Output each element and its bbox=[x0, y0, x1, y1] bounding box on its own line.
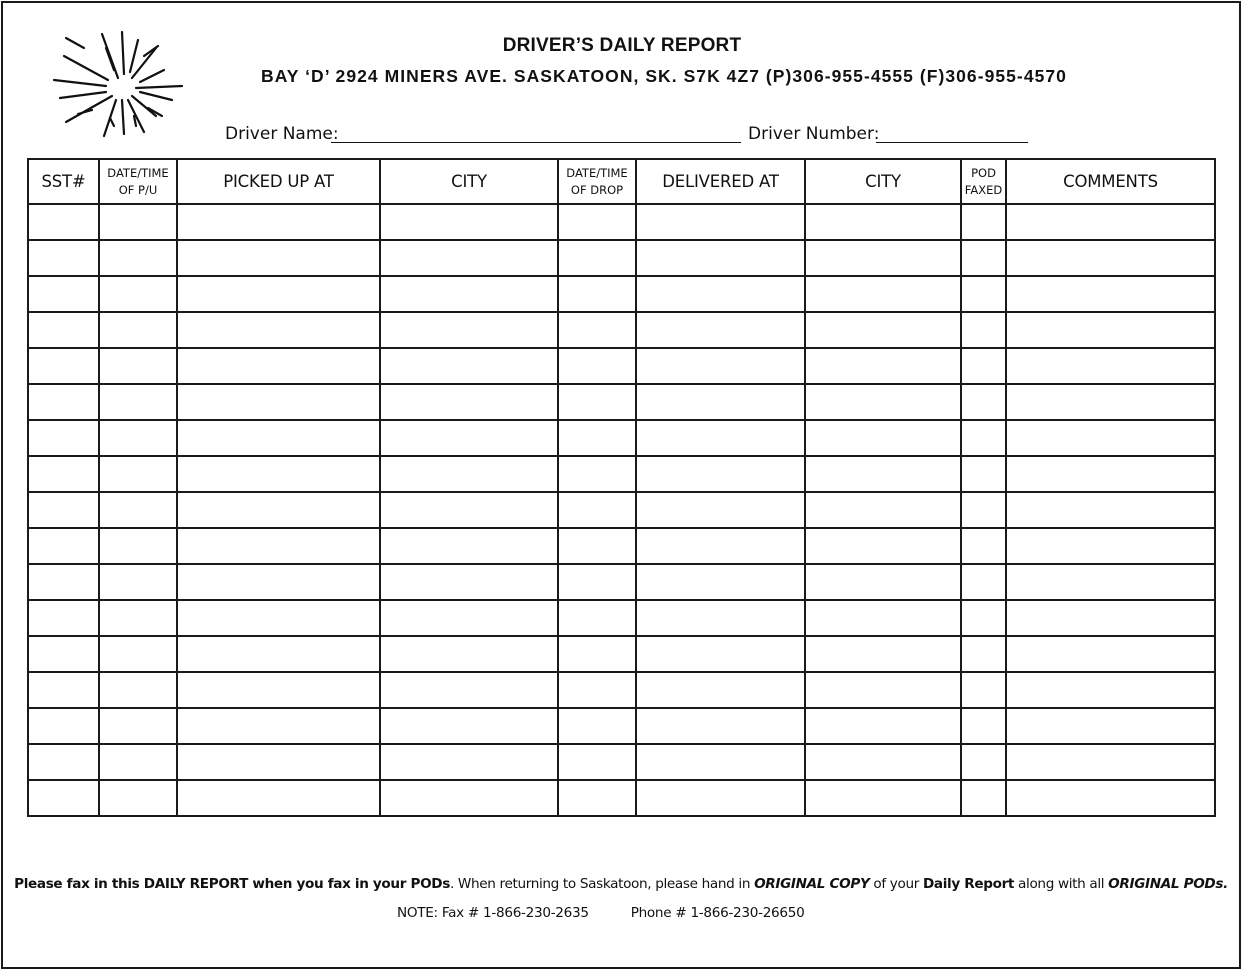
cell-pickup-datetime[interactable] bbox=[99, 348, 177, 384]
table-row bbox=[28, 744, 1215, 780]
cell-pickup-datetime[interactable] bbox=[99, 492, 177, 528]
table-row bbox=[28, 348, 1215, 384]
cell-drop-datetime[interactable] bbox=[558, 744, 636, 780]
cell-delivery-city[interactable] bbox=[805, 204, 961, 240]
cell-pickup-city[interactable] bbox=[380, 240, 558, 276]
cell-pickup-datetime[interactable] bbox=[99, 276, 177, 312]
table-row bbox=[28, 564, 1215, 600]
col-header-pickup-city: CITY bbox=[380, 159, 558, 204]
cell-drop-datetime[interactable] bbox=[558, 780, 636, 816]
cell-sst[interactable] bbox=[28, 780, 99, 816]
cell-pickup-datetime[interactable] bbox=[99, 312, 177, 348]
cell-delivered-at[interactable] bbox=[636, 600, 805, 636]
table-row bbox=[28, 636, 1215, 672]
cell-comments[interactable] bbox=[1006, 420, 1215, 456]
cell-pickup-city[interactable] bbox=[380, 780, 558, 816]
fax-number: NOTE: Fax # 1-866-230-2635 bbox=[397, 905, 589, 921]
cell-delivery-city[interactable] bbox=[805, 384, 961, 420]
cell-pickup-city[interactable] bbox=[380, 348, 558, 384]
cell-delivery-city[interactable] bbox=[805, 708, 961, 744]
cell-pickup-datetime[interactable] bbox=[99, 456, 177, 492]
table-row bbox=[28, 204, 1215, 240]
cell-drop-datetime[interactable] bbox=[558, 564, 636, 600]
cell-sst[interactable] bbox=[28, 384, 99, 420]
cell-delivered-at[interactable] bbox=[636, 708, 805, 744]
cell-comments[interactable] bbox=[1006, 672, 1215, 708]
cell-comments[interactable] bbox=[1006, 492, 1215, 528]
cell-picked-up-at[interactable] bbox=[177, 348, 380, 384]
driver-number-field[interactable] bbox=[876, 142, 1028, 143]
cell-delivery-city[interactable] bbox=[805, 780, 961, 816]
cell-drop-datetime[interactable] bbox=[558, 384, 636, 420]
cell-delivery-city[interactable] bbox=[805, 744, 961, 780]
col-header-comments: COMMENTS bbox=[1006, 159, 1215, 204]
cell-sst[interactable] bbox=[28, 348, 99, 384]
table-row bbox=[28, 528, 1215, 564]
cell-pickup-city[interactable] bbox=[380, 636, 558, 672]
cell-comments[interactable] bbox=[1006, 600, 1215, 636]
cell-sst[interactable] bbox=[28, 240, 99, 276]
cell-pickup-datetime[interactable] bbox=[99, 384, 177, 420]
cell-delivered-at[interactable] bbox=[636, 420, 805, 456]
cell-picked-up-at[interactable] bbox=[177, 384, 380, 420]
cell-picked-up-at[interactable] bbox=[177, 204, 380, 240]
cell-drop-datetime[interactable] bbox=[558, 240, 636, 276]
cell-sst[interactable] bbox=[28, 276, 99, 312]
cell-picked-up-at[interactable] bbox=[177, 528, 380, 564]
cell-delivery-city[interactable] bbox=[805, 528, 961, 564]
cell-delivery-city[interactable] bbox=[805, 600, 961, 636]
table-row bbox=[28, 780, 1215, 816]
cell-pod-faxed[interactable] bbox=[961, 456, 1006, 492]
cell-drop-datetime[interactable] bbox=[558, 492, 636, 528]
cell-pickup-city[interactable] bbox=[380, 312, 558, 348]
cell-comments[interactable] bbox=[1006, 636, 1215, 672]
cell-comments[interactable] bbox=[1006, 744, 1215, 780]
cell-pickup-datetime[interactable] bbox=[99, 564, 177, 600]
cell-drop-datetime[interactable] bbox=[558, 708, 636, 744]
company-address: BAY ‘D’ 2924 MINERS AVE. SASKATOON, SK. S7K 4Z7 (P)306-955-4555 (F)306-955-4570 bbox=[261, 66, 1067, 86]
cell-delivery-city[interactable] bbox=[805, 348, 961, 384]
cell-delivery-city[interactable] bbox=[805, 672, 961, 708]
cell-sst[interactable] bbox=[28, 636, 99, 672]
cell-pod-faxed[interactable] bbox=[961, 240, 1006, 276]
cell-sst[interactable] bbox=[28, 672, 99, 708]
cell-pickup-city[interactable] bbox=[380, 528, 558, 564]
driver-name-field[interactable] bbox=[331, 142, 741, 143]
cell-pod-faxed[interactable] bbox=[961, 276, 1006, 312]
cell-picked-up-at[interactable] bbox=[177, 636, 380, 672]
cell-comments[interactable] bbox=[1006, 348, 1215, 384]
table-row bbox=[28, 240, 1215, 276]
cell-picked-up-at[interactable] bbox=[177, 672, 380, 708]
cell-pickup-datetime[interactable] bbox=[99, 708, 177, 744]
cell-pod-faxed[interactable] bbox=[961, 492, 1006, 528]
cell-picked-up-at[interactable] bbox=[177, 600, 380, 636]
cell-delivery-city[interactable] bbox=[805, 312, 961, 348]
cell-delivered-at[interactable] bbox=[636, 204, 805, 240]
cell-pod-faxed[interactable] bbox=[961, 564, 1006, 600]
cell-drop-datetime[interactable] bbox=[558, 312, 636, 348]
cell-pickup-city[interactable] bbox=[380, 672, 558, 708]
cell-delivery-city[interactable] bbox=[805, 492, 961, 528]
cell-delivered-at[interactable] bbox=[636, 240, 805, 276]
cell-pickup-city[interactable] bbox=[380, 420, 558, 456]
cell-pickup-datetime[interactable] bbox=[99, 636, 177, 672]
cell-pickup-city[interactable] bbox=[380, 708, 558, 744]
cell-comments[interactable] bbox=[1006, 384, 1215, 420]
table-row bbox=[28, 276, 1215, 312]
cell-drop-datetime[interactable] bbox=[558, 204, 636, 240]
cell-pickup-city[interactable] bbox=[380, 564, 558, 600]
cell-sst[interactable] bbox=[28, 744, 99, 780]
cell-pickup-datetime[interactable] bbox=[99, 240, 177, 276]
col-header-delivery-city: CITY bbox=[805, 159, 961, 204]
cell-pickup-city[interactable] bbox=[380, 384, 558, 420]
cell-drop-datetime[interactable] bbox=[558, 348, 636, 384]
cell-comments[interactable] bbox=[1006, 276, 1215, 312]
col-header-drop-datetime: DATE/TIME OF DROP bbox=[558, 159, 636, 204]
phone-number: Phone # 1-866-230-26650 bbox=[630, 905, 805, 921]
cell-picked-up-at[interactable] bbox=[177, 420, 380, 456]
cell-sst[interactable] bbox=[28, 312, 99, 348]
cell-pickup-city[interactable] bbox=[380, 276, 558, 312]
cell-picked-up-at[interactable] bbox=[177, 780, 380, 816]
cell-comments[interactable] bbox=[1006, 456, 1215, 492]
table-row bbox=[28, 384, 1215, 420]
cell-pickup-city[interactable] bbox=[380, 204, 558, 240]
col-header-delivered-at: DELIVERED AT bbox=[636, 159, 805, 204]
cell-drop-datetime[interactable] bbox=[558, 600, 636, 636]
col-header-pod-faxed: POD FAXED bbox=[961, 159, 1006, 204]
cell-pod-faxed[interactable] bbox=[961, 672, 1006, 708]
cell-pickup-datetime[interactable] bbox=[99, 672, 177, 708]
col-header-pickup-datetime: DATE/TIME OF P/U bbox=[99, 159, 177, 204]
report-table-container bbox=[27, 158, 1216, 817]
cell-pod-faxed[interactable] bbox=[961, 348, 1006, 384]
cell-pickup-datetime[interactable] bbox=[99, 528, 177, 564]
cell-pickup-datetime[interactable] bbox=[99, 780, 177, 816]
cell-comments[interactable] bbox=[1006, 528, 1215, 564]
cell-delivery-city[interactable] bbox=[805, 420, 961, 456]
cell-delivery-city[interactable] bbox=[805, 276, 961, 312]
cell-comments[interactable] bbox=[1006, 204, 1215, 240]
cell-pod-faxed[interactable] bbox=[961, 708, 1006, 744]
cell-sst[interactable] bbox=[28, 420, 99, 456]
cell-pod-faxed[interactable] bbox=[961, 204, 1006, 240]
cell-picked-up-at[interactable] bbox=[177, 564, 380, 600]
col-header-picked-up-at: PICKED UP AT bbox=[177, 159, 380, 204]
cell-picked-up-at[interactable] bbox=[177, 276, 380, 312]
cell-picked-up-at[interactable] bbox=[177, 492, 380, 528]
cell-drop-datetime[interactable] bbox=[558, 456, 636, 492]
cell-sst[interactable] bbox=[28, 492, 99, 528]
cell-pickup-city[interactable] bbox=[380, 744, 558, 780]
cell-pickup-city[interactable] bbox=[380, 492, 558, 528]
col-header-sst: SST# bbox=[28, 159, 99, 204]
cell-delivered-at[interactable] bbox=[636, 564, 805, 600]
cell-delivered-at[interactable] bbox=[636, 384, 805, 420]
cell-drop-datetime[interactable] bbox=[558, 276, 636, 312]
cell-sst[interactable] bbox=[28, 456, 99, 492]
cell-delivered-at[interactable] bbox=[636, 528, 805, 564]
cell-delivered-at[interactable] bbox=[636, 672, 805, 708]
cell-delivery-city[interactable] bbox=[805, 564, 961, 600]
table-row bbox=[28, 672, 1215, 708]
footer-contact bbox=[397, 905, 804, 921]
cell-picked-up-at[interactable] bbox=[177, 744, 380, 780]
table-row bbox=[28, 492, 1215, 528]
cell-pod-faxed[interactable] bbox=[961, 636, 1006, 672]
page-title: DRIVER’S DAILY REPORT bbox=[502, 35, 742, 56]
cell-drop-datetime[interactable] bbox=[558, 672, 636, 708]
cell-sst[interactable] bbox=[28, 564, 99, 600]
report-table-body bbox=[28, 204, 1215, 816]
cell-delivery-city[interactable] bbox=[805, 240, 961, 276]
cell-delivered-at[interactable] bbox=[636, 780, 805, 816]
cell-sst[interactable] bbox=[28, 204, 99, 240]
cell-pickup-datetime[interactable] bbox=[99, 204, 177, 240]
cell-pickup-datetime[interactable] bbox=[99, 600, 177, 636]
cell-delivered-at[interactable] bbox=[636, 276, 805, 312]
driver-number-label: Driver Number: bbox=[748, 124, 880, 144]
cell-pod-faxed[interactable] bbox=[961, 312, 1006, 348]
cell-drop-datetime[interactable] bbox=[558, 420, 636, 456]
cell-picked-up-at[interactable] bbox=[177, 240, 380, 276]
table-header-row bbox=[28, 159, 1215, 204]
cell-delivered-at[interactable] bbox=[636, 636, 805, 672]
cell-pod-faxed[interactable] bbox=[961, 528, 1006, 564]
cell-delivered-at[interactable] bbox=[636, 312, 805, 348]
cell-delivered-at[interactable] bbox=[636, 348, 805, 384]
table-row bbox=[28, 420, 1215, 456]
table-row bbox=[28, 708, 1215, 744]
cell-delivery-city[interactable] bbox=[805, 456, 961, 492]
cell-pickup-datetime[interactable] bbox=[99, 420, 177, 456]
table-row bbox=[28, 600, 1215, 636]
cell-delivered-at[interactable] bbox=[636, 492, 805, 528]
report-table bbox=[27, 158, 1216, 817]
cell-drop-datetime[interactable] bbox=[558, 636, 636, 672]
cell-sst[interactable] bbox=[28, 528, 99, 564]
table-row bbox=[28, 312, 1215, 348]
cell-pod-faxed[interactable] bbox=[961, 600, 1006, 636]
cell-comments[interactable] bbox=[1006, 312, 1215, 348]
cell-comments[interactable] bbox=[1006, 240, 1215, 276]
cell-pod-faxed[interactable] bbox=[961, 780, 1006, 816]
cell-delivered-at[interactable] bbox=[636, 456, 805, 492]
cell-pod-faxed[interactable] bbox=[961, 420, 1006, 456]
cell-pickup-city[interactable] bbox=[380, 600, 558, 636]
cell-pickup-city[interactable] bbox=[380, 456, 558, 492]
footer-instructions: Please fax in this DAILY REPORT when you fax in your PODs. When returning to Saskatoon, please hand in ORIGINAL COPY of your Daily Report along with all ORIGINAL PODs. bbox=[14, 876, 1228, 892]
cell-sst[interactable] bbox=[28, 600, 99, 636]
cell-comments[interactable] bbox=[1006, 708, 1215, 744]
cell-picked-up-at[interactable] bbox=[177, 456, 380, 492]
cell-pod-faxed[interactable] bbox=[961, 744, 1006, 780]
cell-pickup-datetime[interactable] bbox=[99, 744, 177, 780]
table-row bbox=[28, 456, 1215, 492]
cell-picked-up-at[interactable] bbox=[177, 312, 380, 348]
cell-delivered-at[interactable] bbox=[636, 744, 805, 780]
cell-delivery-city[interactable] bbox=[805, 636, 961, 672]
cell-pod-faxed[interactable] bbox=[961, 384, 1006, 420]
cell-drop-datetime[interactable] bbox=[558, 528, 636, 564]
cell-comments[interactable] bbox=[1006, 780, 1215, 816]
driver-name-label: Driver Name: bbox=[225, 124, 339, 144]
cell-comments[interactable] bbox=[1006, 564, 1215, 600]
cell-sst[interactable] bbox=[28, 708, 99, 744]
cell-picked-up-at[interactable] bbox=[177, 708, 380, 744]
